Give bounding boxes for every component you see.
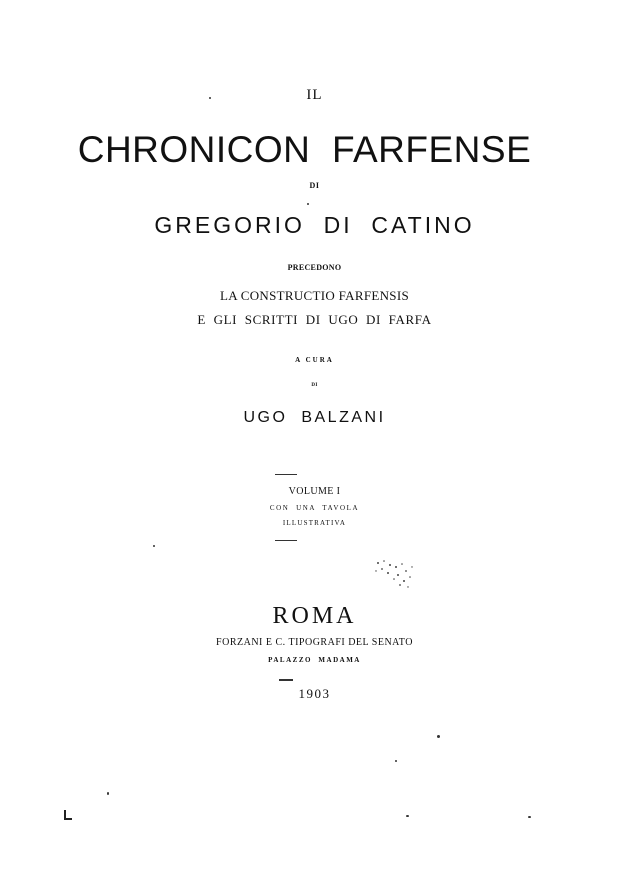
volume-label: VOLUME I bbox=[288, 486, 341, 497]
paper-speck bbox=[437, 735, 440, 738]
paper-speck bbox=[406, 815, 409, 817]
plate-note-line-1: CON UNA TAVOLA bbox=[269, 504, 360, 512]
precedono-label: PRECEDONO bbox=[287, 263, 342, 272]
volume-rule-bottom bbox=[275, 540, 297, 541]
preceding-work-2: E GLI SCRITTI DI UGO DI FARFA bbox=[197, 312, 432, 327]
imprint-publisher: FORZANI E C. TIPOGRAFI DEL SENATO bbox=[216, 637, 413, 648]
plate-note-line-2: ILLUSTRATIVA bbox=[282, 519, 347, 527]
title-article: IL bbox=[306, 87, 323, 103]
paper-speck bbox=[528, 816, 531, 818]
corner-mark-icon bbox=[64, 810, 74, 820]
book-title: CHRONICON FARFENSE bbox=[77, 129, 532, 170]
editor-label: A CURA bbox=[295, 356, 334, 364]
volume-rule-top bbox=[275, 474, 297, 475]
imprint-city: ROMA bbox=[272, 603, 357, 629]
paper-speck bbox=[107, 792, 109, 795]
library-stamp-icon bbox=[370, 555, 420, 595]
paper-speck bbox=[307, 203, 309, 205]
paper-speck bbox=[395, 760, 397, 762]
author-preposition: DI bbox=[309, 181, 320, 190]
paper-speck bbox=[209, 97, 211, 99]
editor-preposition: DI bbox=[311, 383, 318, 388]
paper-speck bbox=[153, 545, 155, 547]
editor-name: UGO BALZANI bbox=[243, 409, 386, 426]
year-rule bbox=[279, 679, 293, 681]
imprint-year: 1903 bbox=[298, 686, 331, 701]
preceding-work-1: LA CONSTRUCTIO FARFENSIS bbox=[220, 288, 409, 303]
author-name: GREGORIO DI CATINO bbox=[154, 212, 475, 238]
imprint-address: PALAZZO MADAMA bbox=[268, 656, 361, 664]
